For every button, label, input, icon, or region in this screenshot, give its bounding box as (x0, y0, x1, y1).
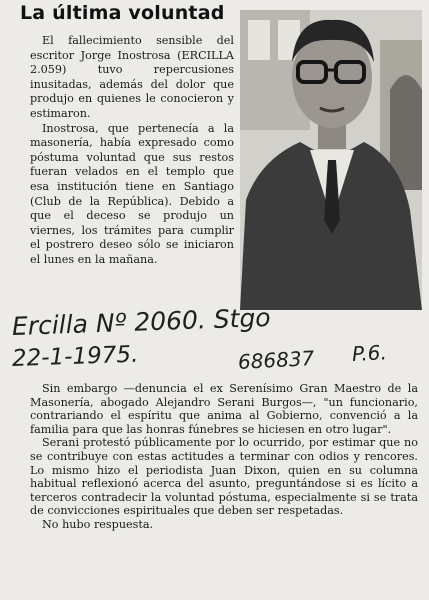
article-title: La última voluntad (20, 2, 225, 24)
paragraph: Serani protestó públicamente por lo ocurrido, por estimar que no se contribuye con estas actitudes a terminar con odios y rencores. Lo mismo hizo el periodista Juan Dixon, quien en su columna habitual reflexionó acerca del asunto, preguntándose si es lícito a terceros contradecir la voluntad póstuma, especialmente si se trata de convicciones espirituales que deben ser respetadas. (30, 436, 418, 518)
handwritten-number: 686837 (237, 346, 315, 374)
portrait-photo-icon (240, 10, 422, 310)
handwritten-date: 22-1-1975. (11, 341, 139, 372)
paragraph: El fallecimiento sensible del escritor Jorge Inostrosa (ERCILLA 2.059) tuvo repercusiones inusitadas, además del dolor que produjo en quienes le conocieron y estimaron. (30, 34, 234, 120)
handwritten-page: P.6. (351, 340, 388, 366)
handwritten-annotation (11, 302, 422, 378)
paragraph: Sin embargo —denuncia el ex Serenísimo Gran Maestro de la Masonería, abogado Alejandro Serani Burgos—, "un funcionario, contrariando el espíritu que anima al Gobierno, convenció a la familia para que las honras fúnebres se hiciesen en otro lugar". (30, 382, 418, 436)
article-column-top (30, 34, 234, 268)
article-column-bottom (30, 382, 418, 532)
portrait-photo (240, 10, 422, 310)
paragraph: Inostrosa, que pertenecía a la masonería, había expresado como póstuma voluntad que sus restos fueran velados en el templo que esa institución tiene en Santiago (Club de la República). Debido a que el deceso se produjo un viernes, los trámites para cumplir el postrero deseo sólo se iniciaron el lunes en la mañana. (30, 121, 234, 266)
handwritten-source: Ercilla Nº 2060. Stgo (11, 302, 272, 341)
paragraph: No hubo respuesta. (42, 517, 154, 531)
